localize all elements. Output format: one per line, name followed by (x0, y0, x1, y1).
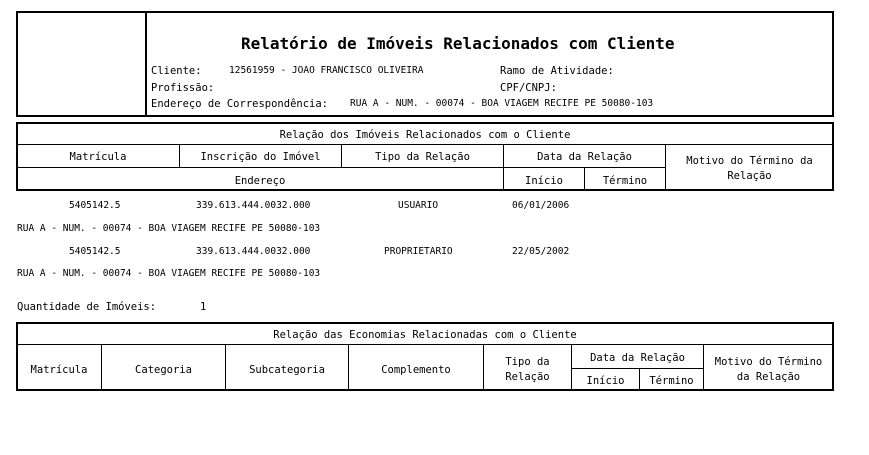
col-tipo-relacao: Tipo da Relação (375, 151, 470, 163)
table-row-endereco: RUA A - NUM. - 00074 - BOA VIAGEM RECIFE PE 50080-103 (17, 223, 321, 234)
ecol-subdivider (571, 368, 703, 369)
cpf-label: CPF/CNPJ: (500, 82, 557, 94)
endereco-label: Endereço de Correspondência: (151, 98, 329, 110)
ecol-matricula: Matrícula (30, 364, 88, 376)
table-row-matricula: 5405142.5 (69, 200, 121, 211)
economias-section-title: Relação das Economias Relacionadas com o Cliente (273, 329, 577, 341)
col-matricula: Matrícula (69, 151, 127, 163)
table-row-matricula: 5405142.5 (69, 246, 121, 257)
table-row-endereco: RUA A - NUM. - 00074 - BOA VIAGEM RECIFE PE 50080-103 (17, 268, 321, 279)
ecol-motivo-line1: Motivo do Término (714, 356, 823, 368)
ecol-termino: Término (649, 375, 694, 387)
col-termino: Término (602, 175, 648, 187)
table-row-inicio: 06/01/2006 (512, 200, 570, 211)
ecol-tipo-line1: Tipo da (505, 356, 550, 368)
ecol-subcategoria: Subcategoria (249, 364, 325, 376)
table-row-inscricao: 339.613.444.0032.000 (196, 246, 311, 257)
col-div-4 (665, 145, 666, 190)
cliente-label: Cliente: (151, 65, 202, 77)
ecol-inicio: Início (586, 375, 625, 387)
endereco-value: RUA A - NUM. - 00074 - BOA VIAGEM RECIFE PE 50080-103 (350, 98, 654, 109)
table-row-inscricao: 339.613.444.0032.000 (196, 200, 311, 211)
table-row-tipo: USUARIO (398, 200, 439, 211)
table-row-tipo: PROPRIETARIO (384, 246, 453, 257)
ramo-label: Ramo de Atividade: (500, 65, 614, 77)
economias-title-divider (17, 344, 833, 345)
quantidade-value: 1 (200, 301, 207, 313)
imoveis-title-divider (17, 144, 833, 145)
imoveis-row-divider (17, 167, 665, 168)
imoveis-section-title: Relação dos Imóveis Relacionados com o Cliente (279, 129, 571, 141)
report-title: Relatório de Imóveis Relacionados com Cliente (241, 34, 675, 53)
ecol-tipo-line2: Relação (505, 371, 550, 383)
logo-divider (145, 12, 147, 116)
col-motivo-line2: Relação (727, 170, 772, 182)
cliente-value: 12561959 - JOAO FRANCISCO OLIVEIRA (229, 65, 424, 76)
col-data-relacao: Data da Relação (537, 151, 632, 163)
ecol-complemento: Complemento (381, 364, 451, 376)
table-row-inicio: 22/05/2002 (512, 246, 570, 257)
col-motivo-line1: Motivo do Término da (686, 155, 813, 167)
col-inscricao: Inscrição do Imóvel (200, 151, 321, 163)
quantidade-label: Quantidade de Imóveis: (17, 301, 157, 313)
ecol-categoria: Categoria (135, 364, 192, 376)
col-inicio: Início (525, 175, 563, 187)
ecol-motivo-line2: da Relação (736, 371, 801, 383)
col-endereco: Endereço (234, 175, 286, 187)
profissao-label: Profissão: (151, 82, 215, 94)
ecol-data-relacao: Data da Relação (590, 352, 685, 364)
